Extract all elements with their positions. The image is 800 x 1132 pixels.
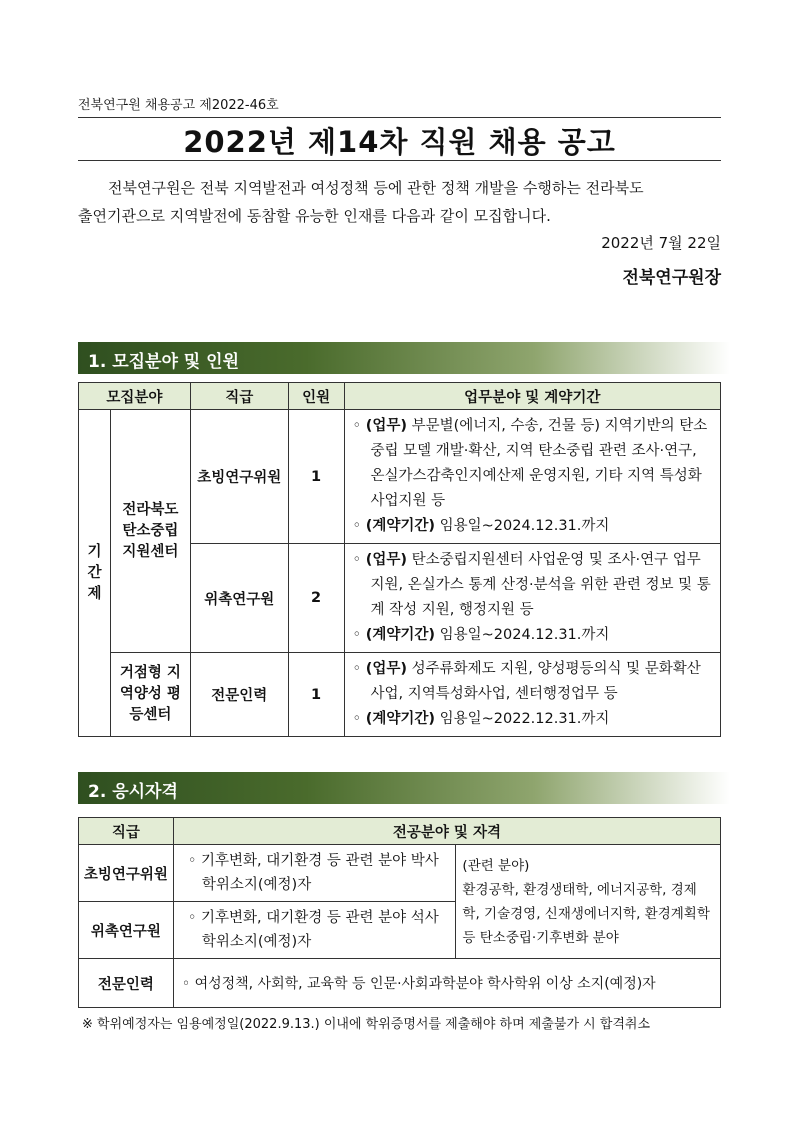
recruitment-table [78, 382, 721, 737]
rank-cell: 초빙연구위원 [190, 410, 288, 544]
qualification-text: 여성정책, 사회학, 교육학 등 인문·사회과학분야 학사학위 이상 소지(예정)자 [194, 976, 656, 992]
count-cell: 1 [288, 410, 344, 544]
center-name-cell [110, 653, 190, 737]
table-row [79, 959, 721, 1008]
term-label: (계약기간) [365, 627, 435, 643]
category-label: 기간제 [87, 543, 102, 602]
related-fields-cell [456, 845, 721, 959]
term-text: 임용일~2024.12.31.까지 [439, 518, 610, 534]
duty-text: 부문별(에너지, 수송, 건물 등) 지역기반의 탄소중립 모델 개발·확산, 지역 탄소중립 관련 조사·연구, 온실가스감축인지예산제 운영지원, 기타 지역 특성화 사업지원 등 [370, 418, 708, 509]
rank-cell: 전문인력 [79, 959, 174, 1008]
rank-cell: 위촉연구원 [79, 902, 174, 959]
qualification-text: 기후변화, 대기환경 등 관련 분야 박사학위소지(예정)자 [201, 853, 439, 893]
section2-heading-bar [78, 772, 730, 804]
title-top-rule [78, 117, 721, 118]
section1-heading: 1. 모집분야 및 인원 [88, 352, 239, 372]
col-header-count: 인원 [288, 383, 344, 410]
table-header-row [79, 818, 721, 845]
title-bottom-rule [78, 160, 721, 161]
footnote: ※ 학위예정자는 임용예정일(2022.9.13.) 이내에 학위증명서를 제출해야 하며 제출불가 시 합격취소 [82, 1017, 651, 1032]
count-cell: 2 [288, 544, 344, 653]
duty-label: (업무) [365, 661, 407, 677]
col-header-duty: 업무분야 및 계약기간 [344, 383, 720, 410]
section1-heading-bar [78, 342, 730, 374]
col-header-rank: 직급 [79, 818, 174, 845]
qualification-cell: ◦ 기후변화, 대기환경 등 관련 분야 박사학위소지(예정)자 [173, 845, 456, 902]
col-header-rank: 직급 [190, 383, 288, 410]
term-text: 임용일~2024.12.31.까지 [439, 627, 610, 643]
col-header-field: 모집분야 [79, 383, 191, 410]
center-name-cell [110, 410, 190, 653]
category-cell [79, 410, 111, 737]
rank-cell: 전문인력 [190, 653, 288, 737]
table-row [79, 653, 721, 737]
term-text: 임용일~2022.12.31.까지 [439, 711, 610, 727]
duty-cell: ◦ (업무) 성주류화제도 지원, 양성평등의식 및 문화확산사업, 지역특성화사업, 센터행정업무 등 ◦ (계약기간) 임용일~2022.12.31.까지 [344, 653, 720, 737]
table-row [79, 845, 721, 902]
col-header-qualification: 전공분야 및 자격 [173, 818, 720, 845]
rank-cell: 초빙연구위원 [79, 845, 174, 902]
center-name: 거점형 지역양성 평등센터 [119, 665, 181, 723]
rank-cell: 위촉연구원 [190, 544, 288, 653]
duty-cell: ◦ (업무) 부문별(에너지, 수송, 건물 등) 지역기반의 탄소중립 모델 개발·확산, 지역 탄소중립 관련 조사·연구, 온실가스감축인지예산제 운영지원, 기타 지역 특성화 사업지원 등 ◦ (계약기간) 임용일~2024.12.31.까지 [344, 410, 720, 544]
announcement-date: 2022년 7월 22일 [601, 234, 721, 252]
table-header-row [79, 383, 721, 410]
qualification-text: 기후변화, 대기환경 등 관련 분야 석사학위소지(예정)자 [201, 910, 439, 950]
document-number: 전북연구원 채용공고 제2022-46호 [78, 98, 279, 113]
term-label: (계약기간) [365, 518, 435, 534]
table-row [79, 410, 721, 544]
duty-label: (업무) [365, 552, 407, 568]
qualification-cell: ◦ 기후변화, 대기환경 등 관련 분야 석사학위소지(예정)자 [173, 902, 456, 959]
intro-line-1: 전북연구원은 전북 지역발전과 여성정책 등에 관한 정책 개발을 수행하는 전라북도 [108, 179, 644, 197]
related-fields-label: (관련 분야) [462, 857, 530, 874]
duty-label: (업무) [365, 418, 407, 434]
duty-cell: ◦ (업무) 탄소중립지원센터 사업운영 및 조사·연구 업무지원, 온실가스 통계 산정·분석을 위한 관련 정보 및 통계 작성 지원, 행정지원 등 ◦ (계약기간) 임용일~2024.12.31.까지 [344, 544, 720, 653]
qualification-cell: ◦ 여성정책, 사회학, 교육학 등 인문·사회과학분야 학사학위 이상 소지(예정)자 [173, 959, 720, 1008]
center-name: 전라북도 탄소중립 지원센터 [122, 501, 179, 560]
section2-heading: 2. 응시자격 [88, 782, 178, 802]
page-title: 2022년 제14차 직원 채용 공고 [183, 125, 616, 159]
intro-line-2: 출연기관으로 지역발전에 동참할 유능한 인재를 다음과 같이 모집합니다. [78, 207, 551, 225]
count-cell: 1 [288, 653, 344, 737]
term-label: (계약기간) [365, 711, 435, 727]
intro-paragraph [78, 174, 721, 230]
signer: 전북연구원장 [622, 268, 721, 288]
duty-text: 탄소중립지원센터 사업운영 및 조사·연구 업무지원, 온실가스 통계 산정·분석을 위한 관련 정보 및 통계 작성 지원, 행정지원 등 [370, 552, 711, 618]
duty-text: 성주류화제도 지원, 양성평등의식 및 문화확산사업, 지역특성화사업, 센터행정업무 등 [370, 661, 701, 702]
related-fields-text: 환경공학, 환경생태학, 에너지공학, 경제학, 기술경영, 신재생에너지학, 환경계획학 등 탄소중립·기후변화 분야 [462, 881, 710, 946]
qualification-table [78, 817, 721, 1008]
